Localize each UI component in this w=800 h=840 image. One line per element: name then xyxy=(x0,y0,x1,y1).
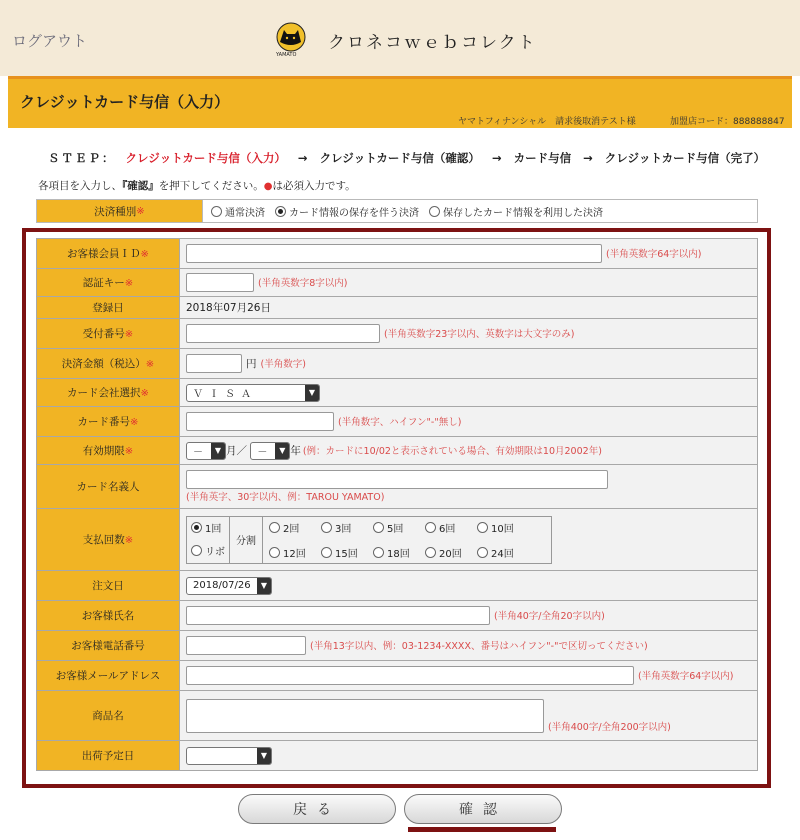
radio-icon[interactable] xyxy=(321,522,332,533)
card-company-value: ＶＩＳＡ xyxy=(193,389,257,400)
order-date-label: 注文日 xyxy=(37,571,180,601)
installment-option[interactable] xyxy=(477,520,529,535)
radio-icon[interactable] xyxy=(425,522,436,533)
installments-label xyxy=(37,509,180,571)
reg-date-value: 2018年07月26日 xyxy=(180,297,758,319)
page-title: クレジットカード与信（入力） xyxy=(20,93,230,111)
auth-key-cell xyxy=(180,269,758,297)
customer-name-hint: (半角40字/全角20字以内) xyxy=(494,610,605,622)
option-label: 3回 xyxy=(335,523,352,535)
receipt-no-hint: (半角英数字23字以内、英数字は大文字のみ) xyxy=(384,328,575,340)
customer-email-input[interactable] xyxy=(186,666,634,685)
customer-email-cell xyxy=(180,661,758,691)
radio-icon[interactable] xyxy=(373,522,384,533)
row-order-date xyxy=(37,571,758,601)
customer-email-label: お客様メールアドレス xyxy=(37,661,180,691)
reg-date-label: 登録日 xyxy=(37,297,180,319)
row-installments xyxy=(37,509,758,571)
customer-phone-label: お客様電話番号 xyxy=(37,631,180,661)
required-mark: ※ xyxy=(130,417,139,428)
app-title: クロネコｗｅｂコレクト xyxy=(328,32,537,53)
step-2: クレジットカード与信（確認） xyxy=(319,151,480,165)
black-cat-logo-icon xyxy=(268,22,314,58)
expiry-month-value: － xyxy=(193,447,203,458)
customer-name-cell xyxy=(180,601,758,631)
card-company-label xyxy=(37,379,180,407)
option-label: リボ xyxy=(205,546,225,558)
action-buttons xyxy=(238,794,562,824)
installments-split-options xyxy=(263,517,535,563)
card-holder-label: カード名義人 xyxy=(37,465,180,509)
customer-phone-cell xyxy=(180,631,758,661)
required-mark: ※ xyxy=(145,359,155,370)
payment-type-row xyxy=(36,199,758,223)
installment-option[interactable] xyxy=(373,520,425,535)
amount-unit: 円 xyxy=(246,357,257,370)
customer-name-label: お客様氏名 xyxy=(37,601,180,631)
row-customer-email xyxy=(37,661,758,691)
top-header xyxy=(0,0,800,76)
label-text: お客様会員ＩＤ xyxy=(67,248,141,260)
expiry-year-unit: 年 xyxy=(290,444,301,457)
chevron-down-icon[interactable]: ▼ xyxy=(211,443,225,459)
label-text: カード番号 xyxy=(77,416,131,428)
page-title-bar xyxy=(8,76,792,128)
ship-date-cell xyxy=(180,741,758,771)
amount-cell xyxy=(180,349,758,379)
row-receipt-no xyxy=(37,319,758,349)
row-ship-date xyxy=(37,741,758,771)
installment-option[interactable] xyxy=(425,520,477,535)
installment-option[interactable] xyxy=(321,545,373,560)
step-1: クレジットカード与信（入力） xyxy=(125,151,286,165)
customer-email-hint: (半角英数字64字以内) xyxy=(638,670,734,682)
amount-label xyxy=(37,349,180,379)
instruction-keyword: 『確認』 xyxy=(122,180,159,192)
instruction-before: 各項目を入力し、 xyxy=(38,180,122,192)
card-number-cell xyxy=(180,407,758,437)
merchant-code-label: 加盟店コード： xyxy=(670,117,734,127)
radio-icon[interactable] xyxy=(477,522,488,533)
installments-group xyxy=(186,516,552,564)
row-card-holder xyxy=(37,465,758,509)
radio-icon[interactable] xyxy=(429,206,440,217)
radio-icon[interactable] xyxy=(269,522,280,533)
brand xyxy=(268,22,537,58)
payment-type-option-save-card[interactable] xyxy=(275,204,419,219)
row-amount xyxy=(37,349,758,379)
auth-key-hint: (半角英数字8字以内) xyxy=(258,277,348,289)
row-auth-key xyxy=(37,269,758,297)
required-mark: ※ xyxy=(124,535,134,546)
back-button[interactable]: 戻る xyxy=(238,794,396,824)
installment-lump[interactable] xyxy=(191,520,225,535)
member-id-label xyxy=(37,239,180,269)
option-label: カード情報の保存を伴う決済 xyxy=(289,207,419,219)
auth-key-input[interactable] xyxy=(186,273,254,292)
member-id-input[interactable] xyxy=(186,244,602,263)
radio-icon[interactable] xyxy=(321,547,332,558)
installments-cell xyxy=(180,509,758,571)
receipt-no-input[interactable] xyxy=(186,324,380,343)
receipt-no-label xyxy=(37,319,180,349)
row-card-number xyxy=(37,407,758,437)
radio-icon[interactable] xyxy=(477,547,488,558)
card-number-input[interactable] xyxy=(186,412,334,431)
order-date-value: 2018/07/26 xyxy=(193,580,251,591)
card-number-hint: (半角数字、ハイフン"-"無し) xyxy=(338,416,462,428)
instruction-middle: を押下してください。 xyxy=(158,180,264,192)
required-mark: ※ xyxy=(124,329,134,340)
expiry-year-select[interactable] xyxy=(250,442,290,460)
option-label: 24回 xyxy=(491,548,514,560)
step-4: クレジットカード与信（完了） xyxy=(604,151,766,165)
radio-icon[interactable] xyxy=(425,547,436,558)
installments-split-label: 分割 xyxy=(230,517,263,563)
installment-option[interactable] xyxy=(425,545,477,560)
step-label: ＳＴＥＰ： xyxy=(48,151,116,165)
receipt-no-cell xyxy=(180,319,758,349)
amount-hint: (半角数字) xyxy=(260,358,306,370)
row-reg-date xyxy=(37,297,758,319)
merchant-code-value: 888888847 xyxy=(733,117,785,127)
required-mark: ※ xyxy=(124,446,134,457)
option-label: 2回 xyxy=(283,523,300,535)
instruction-after: は必須入力です。 xyxy=(272,180,356,192)
radio-icon[interactable] xyxy=(269,547,280,558)
card-holder-cell xyxy=(180,465,758,509)
label-text: 有効期限 xyxy=(82,445,125,457)
required-mark: ※ xyxy=(140,249,149,260)
payment-type-option-use-saved[interactable] xyxy=(429,204,603,219)
required-mark: ※ xyxy=(124,278,134,289)
expiry-hint: (例：カードに10/02と表示されている場合、有効期限は10月2002年) xyxy=(302,445,602,457)
chevron-down-icon[interactable]: ▼ xyxy=(275,443,289,459)
label-text: 認証キー xyxy=(82,277,125,289)
radio-icon[interactable] xyxy=(373,547,384,558)
required-mark: ※ xyxy=(140,388,149,399)
step-arrow: → xyxy=(491,151,502,165)
product-name-textarea[interactable] xyxy=(186,699,544,733)
card-number-label xyxy=(37,407,180,437)
step-indicator xyxy=(48,150,765,166)
label-text: カード会社選択 xyxy=(67,387,141,399)
installment-option[interactable] xyxy=(321,520,373,535)
product-name-label: 商品名 xyxy=(37,691,180,741)
expiry-year-value: － xyxy=(257,447,268,458)
order-date-select[interactable] xyxy=(186,577,272,595)
instruction-text xyxy=(38,178,356,193)
chevron-down-icon[interactable]: ▼ xyxy=(257,578,271,594)
row-customer-phone xyxy=(37,631,758,661)
option-label: 通常決済 xyxy=(225,207,265,219)
merchant-name: ヤマトフィナンシャル 請求後取消テスト様 xyxy=(458,117,636,127)
row-product-name xyxy=(37,691,758,741)
member-id-cell xyxy=(180,239,758,269)
installment-option[interactable] xyxy=(477,545,529,560)
radio-icon[interactable] xyxy=(191,545,202,556)
row-member-id xyxy=(37,239,758,269)
merchant-code xyxy=(670,114,785,127)
payment-type-options xyxy=(203,200,757,222)
option-label: 10回 xyxy=(491,523,514,535)
step-3: カード与信 xyxy=(513,151,572,165)
label-text: 決済金額（税込） xyxy=(61,358,146,370)
credit-form-frame xyxy=(22,228,771,788)
installment-revolving[interactable] xyxy=(191,543,225,558)
option-label: 1回 xyxy=(205,523,222,535)
expiry-month-select[interactable] xyxy=(186,442,226,460)
product-name-cell xyxy=(180,691,758,741)
option-label: 20回 xyxy=(439,548,462,560)
payment-type-label-text: 決済種別 xyxy=(94,205,137,218)
required-mark-icon: ● xyxy=(263,181,273,192)
step-arrow: → xyxy=(297,151,308,165)
expiry-cell xyxy=(180,437,758,465)
chevron-down-icon[interactable]: ▼ xyxy=(257,748,271,764)
customer-phone-input[interactable] xyxy=(186,636,306,655)
confirm-button[interactable]: 確認 xyxy=(404,794,562,824)
row-card-company xyxy=(37,379,758,407)
option-label: 保存したカード情報を利用した決済 xyxy=(443,207,603,219)
installment-option[interactable] xyxy=(373,545,425,560)
ship-date-label: 出荷予定日 xyxy=(37,741,180,771)
expiry-month-unit: 月／ xyxy=(226,444,247,457)
installment-option[interactable] xyxy=(269,520,321,535)
logout-link[interactable]: ログアウト xyxy=(12,32,88,50)
label-text: 支払回数 xyxy=(82,534,125,546)
row-expiry xyxy=(37,437,758,465)
payment-type-option-normal[interactable] xyxy=(211,204,265,219)
option-label: 6回 xyxy=(439,523,456,535)
card-company-select[interactable] xyxy=(186,384,320,402)
amount-input[interactable] xyxy=(186,354,242,373)
customer-name-input[interactable] xyxy=(186,606,490,625)
required-mark: ※ xyxy=(136,205,145,217)
label-text: 受付番号 xyxy=(82,328,125,340)
member-id-hint: (半角英数字64字以内) xyxy=(606,248,702,260)
ship-date-select[interactable] xyxy=(186,747,272,765)
auth-key-label xyxy=(37,269,180,297)
card-holder-hint: (半角英字、30字以内、例：TAROU YAMATO) xyxy=(186,492,385,503)
radio-selected-icon[interactable] xyxy=(191,522,202,533)
step-arrow: → xyxy=(583,151,593,165)
payment-type-label xyxy=(37,200,203,222)
confirm-button-highlight xyxy=(408,827,556,832)
chevron-down-icon[interactable]: ▼ xyxy=(305,385,319,401)
credit-form-table xyxy=(36,238,758,771)
customer-phone-hint: (半角13字以内、例：03-1234-XXXX、番号はハイフン"-"で区切ってください) xyxy=(310,640,648,652)
expiry-label xyxy=(37,437,180,465)
option-label: 15回 xyxy=(335,548,358,560)
row-customer-name xyxy=(37,601,758,631)
option-label: 5回 xyxy=(387,523,404,535)
installment-option[interactable] xyxy=(269,545,321,560)
product-name-hint: (半角400字/全角200字以内) xyxy=(548,721,671,733)
option-label: 12回 xyxy=(283,548,306,560)
radio-selected-icon[interactable] xyxy=(275,206,286,217)
card-company-cell xyxy=(180,379,758,407)
card-holder-input[interactable] xyxy=(186,470,608,489)
option-label: 18回 xyxy=(387,548,410,560)
radio-icon[interactable] xyxy=(211,206,222,217)
installments-basic xyxy=(187,517,230,563)
order-date-cell xyxy=(180,571,758,601)
logo-wordmark: YAMATO xyxy=(276,52,297,58)
